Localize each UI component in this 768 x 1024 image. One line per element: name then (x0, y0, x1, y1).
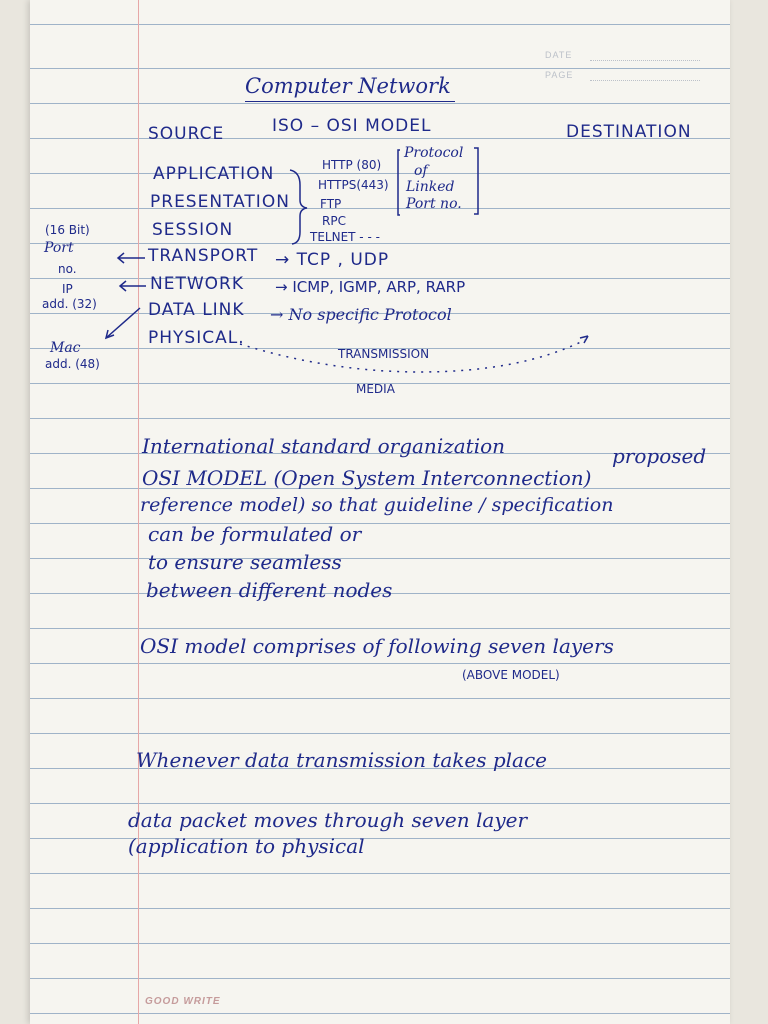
note-line-3: reference model) so that guideline / specification (140, 494, 614, 516)
protocol-ftp: FTP (320, 197, 342, 211)
notebook-brand: GOOD WRITE (145, 996, 221, 1007)
network-protocol: → ICMP, IGMP, ARP, RARP (275, 278, 466, 296)
date-label: DATE (545, 50, 573, 60)
model-label: ISO – OSI MODEL (272, 116, 432, 136)
date-line (590, 60, 700, 61)
destination-label: DESTINATION (566, 122, 692, 142)
protocol-https: HTTPS(443) (318, 178, 389, 192)
note-ip-add: add. (32) (42, 297, 97, 311)
title-underline (245, 101, 455, 102)
protocol-note-2: of (414, 163, 428, 179)
layer-network: NETWORK (150, 274, 244, 294)
note-port-bits: (16 Bit) (45, 223, 90, 237)
protocol-note-1: Protocol (404, 145, 464, 161)
layer-presentation: PRESENTATION (150, 192, 290, 212)
note-mac-add: add. (48) (45, 357, 100, 371)
note-port-no: no. (58, 262, 77, 276)
layer-session: SESSION (152, 220, 234, 240)
layer-transport: TRANSPORT (148, 246, 259, 266)
transmission-label: TRANSMISSION (338, 347, 430, 361)
note-line-10: (application to physical (128, 834, 365, 858)
note-line-8: Whenever data transmission takes place (136, 748, 548, 772)
note-line-2: OSI MODEL (Open System Interconnection) (142, 466, 592, 490)
protocol-http: HTTP (80) (322, 158, 382, 172)
note-line-9: data packet moves through seven layer (128, 808, 528, 832)
note-port: Port (44, 240, 74, 256)
note-line-1a: International standard organization (142, 434, 506, 458)
layer-application: APPLICATION (153, 164, 275, 184)
protocol-rpc: RPC (322, 214, 346, 228)
note-line-1b: proposed (612, 444, 707, 468)
note-line-5: to ensure seamless (148, 550, 342, 574)
layer-data-link: DATA LINK (148, 300, 245, 320)
protocol-note-3: Linked (406, 179, 455, 195)
protocol-note-4: Port no. (406, 196, 462, 212)
transport-protocol: → TCP , UDP (275, 250, 390, 270)
page-label: PAGE (545, 70, 574, 80)
note-mac: Mac (50, 340, 81, 356)
media-label: MEDIA (356, 382, 395, 396)
protocol-telnet: TELNET - - - (310, 230, 380, 244)
layer-physical: PHYSICAL. (148, 328, 245, 348)
note-line-6: between different nodes (146, 578, 393, 602)
note-line-7: OSI model comprises of following seven layers (140, 634, 614, 658)
note-line-4: can be formulated or (148, 522, 362, 546)
page-title: Computer Network (245, 74, 451, 98)
page-line (590, 80, 700, 81)
note-line-7-annotation: (ABOVE MODEL) (462, 668, 560, 682)
margin-line (138, 0, 139, 1024)
note-ip: IP (62, 282, 73, 296)
source-label: SOURCE (148, 124, 225, 144)
datalink-protocol: → No specific Protocol (270, 305, 452, 324)
